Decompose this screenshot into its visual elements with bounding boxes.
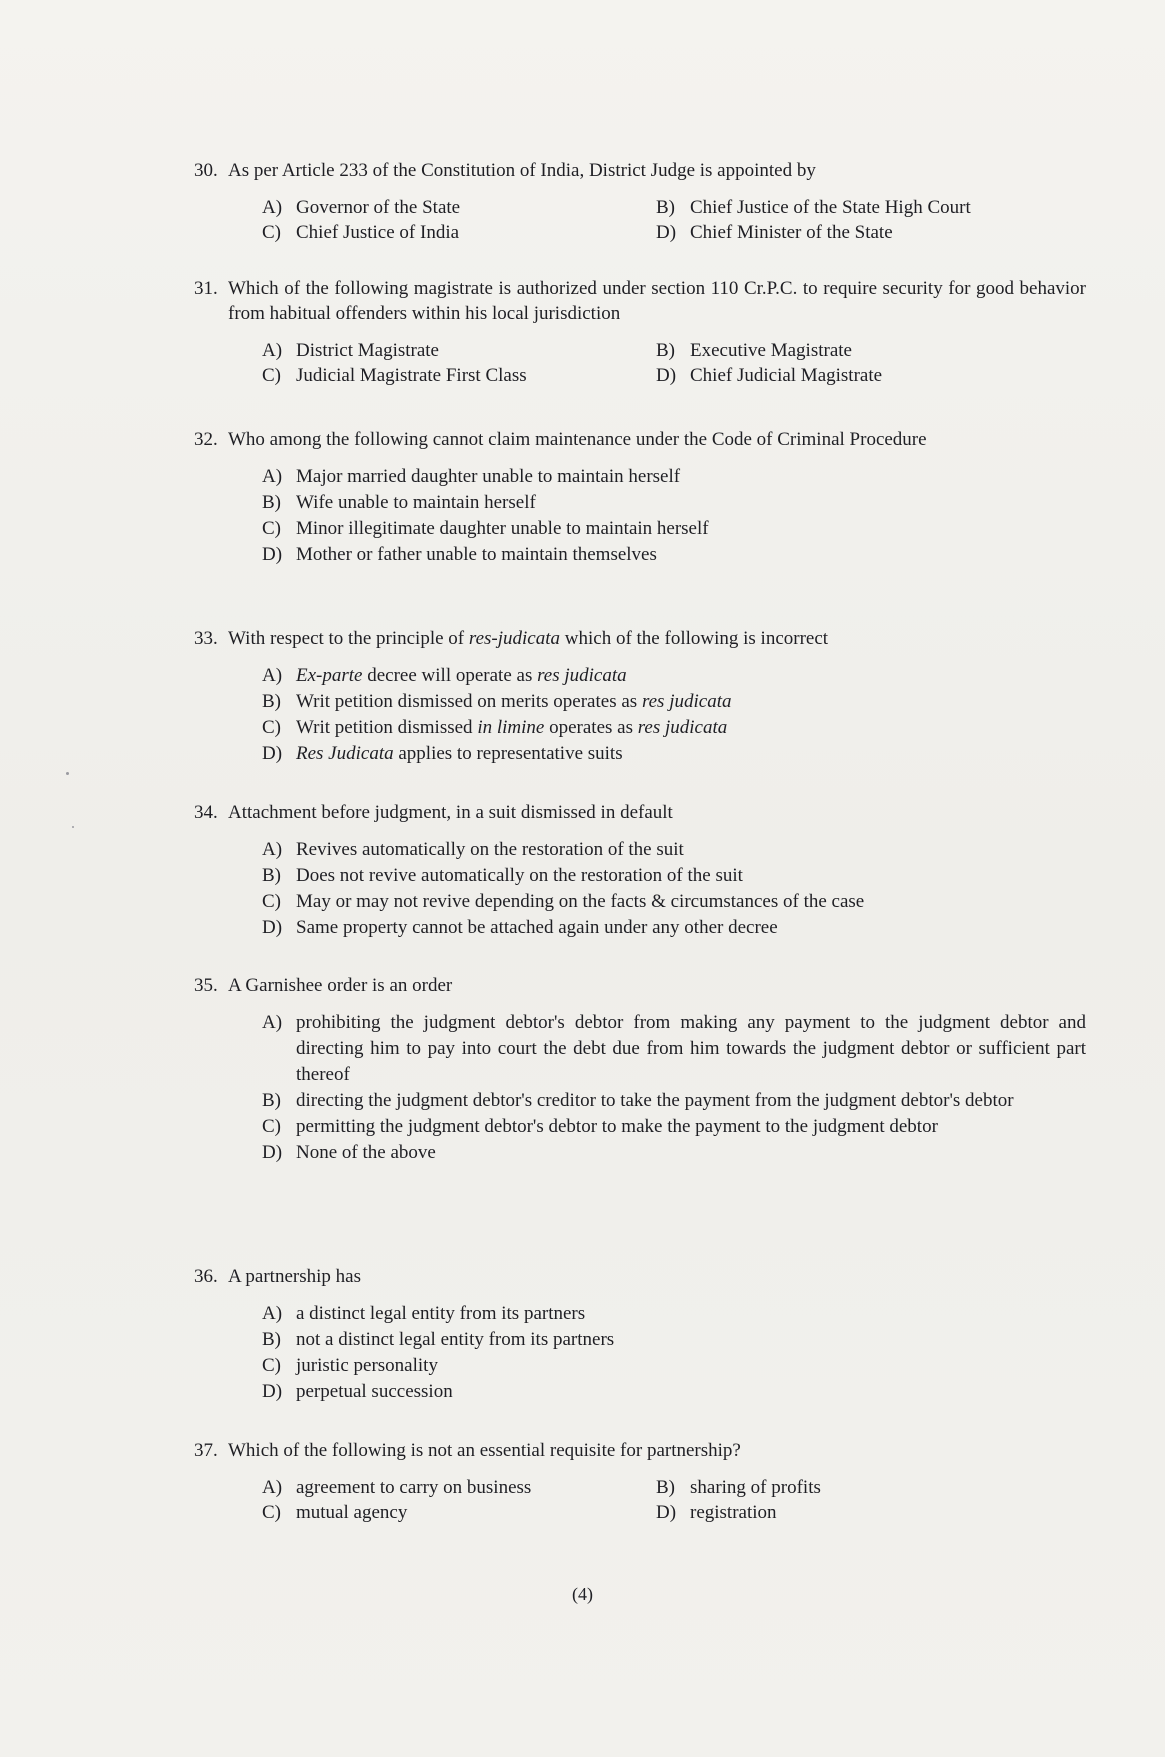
question-stem xyxy=(194,427,1086,452)
option-d xyxy=(656,220,1036,245)
option-text: Chief Judicial Magistrate xyxy=(690,365,883,386)
option-b xyxy=(262,490,1086,516)
question-34 xyxy=(194,800,1086,941)
option-label: B) xyxy=(656,1477,675,1498)
option-a xyxy=(262,837,1086,863)
option-c xyxy=(262,363,656,388)
option-label: B) xyxy=(262,865,281,886)
italic-term: res judicata xyxy=(537,665,627,686)
question-text: Attachment before judgment, in a suit dismissed in default xyxy=(228,802,673,823)
option-label: D) xyxy=(262,1142,283,1163)
option-label: C) xyxy=(262,1355,281,1376)
option-text: Minor illegitimate daughter unable to maintain herself xyxy=(296,518,709,539)
option-label: B) xyxy=(262,691,281,712)
option-text: Revives automatically on the restoration of the suit xyxy=(296,839,684,860)
option-c xyxy=(262,1114,1086,1140)
option-text: Judicial Magistrate First Class xyxy=(296,365,527,386)
option-text: registration xyxy=(690,1502,777,1523)
question-number: 37. xyxy=(194,1440,218,1461)
option-text: Wife unable to maintain herself xyxy=(296,492,536,513)
option-text: Mother or father unable to maintain themselves xyxy=(296,544,657,565)
option-text xyxy=(296,663,1086,689)
option-c xyxy=(262,220,656,245)
option-label: C) xyxy=(262,365,281,386)
option-text: District Magistrate xyxy=(296,340,439,361)
question-number: 36. xyxy=(194,1266,218,1287)
italic-term: res judicata xyxy=(641,691,732,712)
option-c xyxy=(262,889,1086,915)
text-segment: Writ petition dismissed xyxy=(296,717,478,738)
option-label: D) xyxy=(656,222,677,243)
option-c xyxy=(262,1353,1086,1379)
option-label: D) xyxy=(262,544,283,565)
question-35 xyxy=(194,973,1086,1166)
question-stem xyxy=(194,800,1086,825)
text-segment: Writ petition dismissed on merits operates as xyxy=(296,691,642,712)
question-number: 34. xyxy=(194,802,218,823)
option-label: B) xyxy=(262,1090,281,1111)
question-text: Which of the following is not an essential requisite for partnership? xyxy=(228,1440,741,1461)
option-text: sharing of profits xyxy=(690,1477,821,1498)
italic-term: Res Judicata xyxy=(296,743,394,764)
option-text: May or may not revive depending on the facts & circumstances of the case xyxy=(296,891,865,912)
option-label: A) xyxy=(262,197,283,218)
question-text: Which of the following magistrate is authorized under section 110 Cr.P.C. to require security for good behavior from habitual offenders within his local jurisdiction xyxy=(228,278,1086,324)
option-label: D) xyxy=(656,1502,677,1523)
option-text: not a distinct legal entity from its partners xyxy=(296,1329,615,1350)
option-label: C) xyxy=(262,717,281,738)
page-number: (4) xyxy=(572,1584,593,1604)
italic-term: res judicata xyxy=(637,717,728,738)
option-label: B) xyxy=(656,197,675,218)
question-text xyxy=(228,626,1086,651)
option-a xyxy=(262,1010,1086,1088)
scan-speck xyxy=(66,772,69,775)
text-segment: With respect to the principle of xyxy=(228,628,469,649)
option-label: C) xyxy=(262,518,281,539)
option-label: A) xyxy=(262,839,283,860)
option-text xyxy=(296,689,1086,715)
option-label: A) xyxy=(262,665,283,686)
option-label: C) xyxy=(262,891,281,912)
option-label: B) xyxy=(262,1329,281,1350)
option-label: D) xyxy=(262,917,283,938)
option-text xyxy=(296,715,1086,741)
question-text: A partnership has xyxy=(228,1266,361,1287)
text-segment: applies to representative suits xyxy=(393,743,623,764)
question-stem xyxy=(194,626,1086,651)
option-text xyxy=(296,741,1086,767)
option-text: Executive Magistrate xyxy=(690,340,852,361)
options-list xyxy=(262,1010,1086,1166)
option-d xyxy=(656,363,1036,388)
question-stem xyxy=(194,1438,1086,1463)
option-c xyxy=(262,715,1086,741)
option-d xyxy=(262,1379,1086,1405)
option-text: Chief Justice of the State High Court xyxy=(690,197,971,218)
option-b xyxy=(262,1327,1086,1353)
italic-term: res-judicata xyxy=(468,628,561,649)
options-list xyxy=(262,1301,1086,1405)
option-b xyxy=(262,1088,1086,1114)
option-b xyxy=(656,1475,1036,1500)
option-text: Does not revive automatically on the restoration of the suit xyxy=(296,865,743,886)
option-text: Governor of the State xyxy=(296,197,461,218)
question-number: 31. xyxy=(194,278,218,299)
options-list xyxy=(262,663,1086,767)
option-a xyxy=(262,338,656,363)
option-label: A) xyxy=(262,1012,283,1033)
option-label: D) xyxy=(262,743,283,764)
question-32 xyxy=(194,427,1086,568)
option-d xyxy=(262,542,1086,568)
option-label: B) xyxy=(262,492,281,513)
option-b xyxy=(656,195,1036,220)
option-d xyxy=(656,1500,1036,1525)
option-b xyxy=(262,863,1086,889)
option-label: C) xyxy=(262,1116,281,1137)
italic-term: Ex-parte xyxy=(296,665,363,686)
question-text: As per Article 233 of the Constitution of India, District Judge is appointed by xyxy=(228,160,816,181)
question-stem xyxy=(194,1264,1086,1289)
option-text: Same property cannot be attached again under any other decree xyxy=(296,917,778,938)
question-36 xyxy=(194,1264,1086,1405)
text-segment: which of the following is incorrect xyxy=(560,628,829,649)
option-a xyxy=(262,1475,656,1500)
option-a xyxy=(262,1301,1086,1327)
question-31 xyxy=(194,276,1086,388)
question-number: 32. xyxy=(194,429,218,450)
scan-speck xyxy=(72,826,74,828)
option-text: Chief Minister of the State xyxy=(690,222,893,243)
options-list xyxy=(262,837,1086,941)
option-text: permitting the judgment debtor's debtor to make the payment to the judgment debtor xyxy=(296,1116,938,1137)
question-30 xyxy=(194,158,1086,245)
question-number: 33. xyxy=(194,628,218,649)
option-label: A) xyxy=(262,466,283,487)
option-text: a distinct legal entity from its partners xyxy=(296,1303,586,1324)
options-grid xyxy=(262,195,1086,245)
option-b xyxy=(262,689,1086,715)
question-37 xyxy=(194,1438,1086,1525)
option-text: prohibiting the judgment debtor's debtor from making any payment to the judgment debtor and directing him to pay into court the debt due from him towards the judgment debtor or sufficient part thereof xyxy=(296,1012,1086,1085)
text-segment: operates as xyxy=(544,717,638,738)
italic-term: in limine xyxy=(477,717,545,738)
option-label: C) xyxy=(262,222,281,243)
option-text: None of the above xyxy=(296,1142,436,1163)
option-text: perpetual succession xyxy=(296,1381,453,1402)
option-text: mutual agency xyxy=(296,1502,408,1523)
option-d xyxy=(262,741,1086,767)
option-b xyxy=(656,338,1036,363)
option-text: Major married daughter unable to maintain herself xyxy=(296,466,681,487)
option-a xyxy=(262,663,1086,689)
option-label: A) xyxy=(262,1303,283,1324)
options-grid xyxy=(262,1475,1086,1525)
option-label: A) xyxy=(262,340,283,361)
option-c xyxy=(262,1500,656,1525)
option-label: D) xyxy=(656,365,677,386)
question-stem xyxy=(194,158,1086,183)
question-number: 35. xyxy=(194,975,218,996)
option-text: juristic personality xyxy=(296,1355,438,1376)
question-33 xyxy=(194,626,1086,767)
option-text: directing the judgment debtor's creditor to take the payment from the judgment debtor's debtor xyxy=(296,1090,1014,1111)
option-d xyxy=(262,915,1086,941)
question-text: A Garnishee order is an order xyxy=(228,975,453,996)
option-c xyxy=(262,516,1086,542)
option-label: A) xyxy=(262,1477,283,1498)
option-label: D) xyxy=(262,1381,283,1402)
options-list xyxy=(262,464,1086,568)
option-text: agreement to carry on business xyxy=(296,1477,532,1498)
question-stem xyxy=(194,973,1086,998)
option-d xyxy=(262,1140,1086,1166)
question-stem xyxy=(194,276,1086,326)
option-label: B) xyxy=(656,340,675,361)
option-text: Chief Justice of India xyxy=(296,222,460,243)
question-number: 30. xyxy=(194,160,218,181)
options-grid xyxy=(262,338,1086,388)
option-label: C) xyxy=(262,1502,281,1523)
text-segment: decree will operate as xyxy=(362,665,538,686)
question-text: Who among the following cannot claim maintenance under the Code of Criminal Procedure xyxy=(228,429,927,450)
option-a xyxy=(262,464,1086,490)
option-a xyxy=(262,195,656,220)
